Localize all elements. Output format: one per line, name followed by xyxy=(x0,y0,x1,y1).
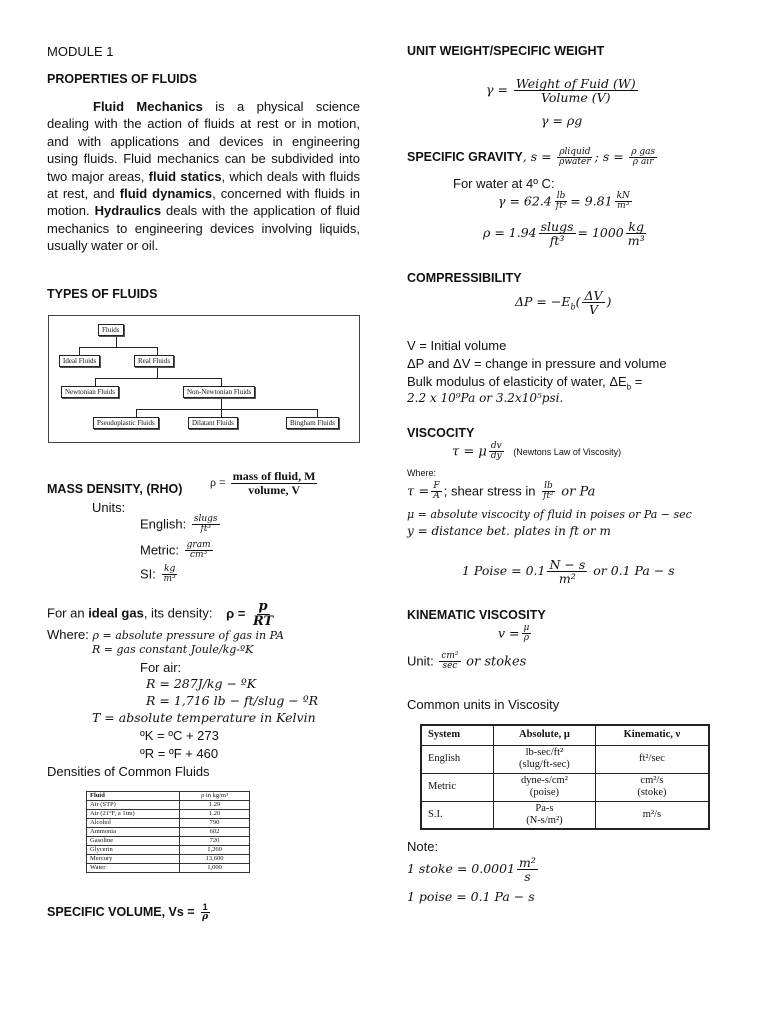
shear-unit-den: ft² xyxy=(543,491,554,502)
metric-units xyxy=(140,541,215,561)
common-units-heading: Common units in Viscosity xyxy=(407,697,560,712)
rho-value: ρ = 1.94 xyxy=(483,225,537,241)
diagram-node-dilatant-fluids: Dilatant Fluids xyxy=(188,417,238,429)
diagram-connector xyxy=(136,409,137,417)
english-unit-fraction xyxy=(192,515,220,535)
absolute-cell xyxy=(494,801,596,829)
viscosity-fraction xyxy=(489,442,504,462)
specific-gravity-heading: SPECIFIC GRAVITY xyxy=(407,150,523,165)
ideal-gas-den: RT xyxy=(252,613,274,629)
densities-table-header xyxy=(87,792,250,801)
intro-text: deals with the application of fluid mechanics to engineering devices involving liquids, usually water or oil. xyxy=(47,203,360,254)
table-row xyxy=(87,828,250,837)
unit-weight-fraction xyxy=(514,77,638,104)
water-at-4c: For water at 4º C: xyxy=(453,176,555,191)
sg-eq: , s = xyxy=(522,149,552,165)
fluid-name: Alcohol xyxy=(87,819,180,828)
absolute-unit-alt: (slug/ft-sec) xyxy=(519,759,570,770)
ideal-gas-num: p xyxy=(258,599,268,614)
english-units xyxy=(140,515,222,535)
tau-fraction xyxy=(431,482,442,502)
note-label: Note: xyxy=(407,839,439,854)
kinematic-cell xyxy=(595,801,709,829)
rho-unit-1-num: slugs xyxy=(540,219,574,234)
kinematic-den: ρ xyxy=(523,633,530,644)
fluid-density: 1,000 xyxy=(180,864,250,873)
metric-unit-fraction xyxy=(185,541,213,561)
si-unit-fraction xyxy=(162,565,178,585)
system-cell: English xyxy=(421,745,494,773)
specific-volume xyxy=(47,903,212,923)
poise-fraction xyxy=(547,558,587,585)
where-rho-text: ρ = absolute pressure of gas in PA xyxy=(92,629,284,642)
diagram-node-fluids: Fluids xyxy=(98,324,124,336)
absolute-cell xyxy=(494,745,596,773)
poise-den: m² xyxy=(558,571,576,587)
rankine-conversion: ºR = ºF + 460 xyxy=(140,746,219,761)
fluid-density: 13,600 xyxy=(180,855,250,864)
viscosity-units-table xyxy=(420,724,710,830)
poise-note: 1 poise = 0.1 Pa − s xyxy=(407,889,535,904)
absolute-cell xyxy=(494,773,596,801)
english-unit-num: slugs xyxy=(193,514,218,524)
gamma-symbol: γ = xyxy=(486,82,508,98)
ideal-gas-rho: ρ = xyxy=(226,605,246,621)
shear-stress-text: ; shear stress in xyxy=(443,483,536,499)
kinematic-num: μ xyxy=(523,623,530,633)
unit-label: Unit: xyxy=(407,653,434,669)
diagram-connector xyxy=(317,409,318,417)
si-units xyxy=(140,565,180,585)
kinematic-lhs: v = xyxy=(498,625,520,641)
diagram-node-non-newtonian-fluids: Non-Newtonian Fluids xyxy=(183,386,255,398)
mass-density-formula xyxy=(210,470,319,496)
fluid-density: 720 xyxy=(180,837,250,846)
viscosity-where: Where: xyxy=(407,468,437,478)
types-heading: TYPES OF FLUIDS xyxy=(47,287,158,301)
sg-liquid-num: ρliquid xyxy=(559,147,591,157)
diagram-node-newtonian-fluids: Newtonian Fluids xyxy=(61,386,119,398)
absolute-unit: lb-sec/ft² xyxy=(525,747,564,758)
absolute-unit: Pa-s xyxy=(535,802,554,814)
fluid-density: 1,260 xyxy=(180,846,250,855)
kinematic-unit-alt: (stoke) xyxy=(637,787,667,798)
rho-unit-2-den: m³ xyxy=(627,233,645,249)
kinematic-fraction xyxy=(522,624,532,644)
gamma-unit-1 xyxy=(554,192,569,212)
specific-volume-den: ρ xyxy=(202,912,209,923)
types-of-fluids-diagram xyxy=(48,315,360,443)
english-unit-den: ft³ xyxy=(200,524,211,535)
tau-num: F xyxy=(433,481,440,491)
mass-density-fraction xyxy=(231,470,318,496)
header-kinematic: Kinematic, ν xyxy=(595,725,709,745)
diagram-connector xyxy=(136,409,318,410)
specific-volume-fraction xyxy=(200,903,210,923)
stoke-lhs: 1 stoke = 0.0001 xyxy=(407,861,516,877)
kinematic-heading: KINEMATIC VISCOSITY xyxy=(407,608,546,622)
fluid-density: 1.20 xyxy=(180,810,250,819)
temperature-line: T = absolute temperature in Kelvin xyxy=(92,710,316,725)
bulk-modulus-eq: = xyxy=(631,374,643,389)
rho-symbol: ρ = xyxy=(210,474,226,489)
table-row xyxy=(87,801,250,810)
table-row xyxy=(87,819,250,828)
kinematic-cell xyxy=(595,773,709,801)
unit-weight-num: Weight of Fuid (W) xyxy=(515,76,636,91)
diagram-connector xyxy=(79,347,80,355)
sg-gas-num: ρ gas xyxy=(631,147,656,157)
absolute-unit: dyne-s/cm² xyxy=(520,775,568,786)
compressibility-lhs: ΔP = −E xyxy=(515,294,571,310)
table-row xyxy=(87,837,250,846)
kinematic-unit-value: m²/s xyxy=(642,808,662,820)
where-label: Where: xyxy=(47,627,89,642)
kinematic-cell xyxy=(595,745,709,773)
kinematic-unit-num: cm² xyxy=(441,651,459,661)
gamma-unit-2-num: kN xyxy=(616,191,630,201)
shear-unit-fraction xyxy=(541,482,556,502)
kinematic-formula xyxy=(498,624,533,644)
gamma-unit-2-den: m³ xyxy=(617,201,630,212)
unit-weight-den: Volume (V) xyxy=(541,90,611,106)
compressibility-heading: COMPRESSIBILITY xyxy=(407,271,522,285)
compressibility-sub: b xyxy=(570,302,576,312)
metric-unit-den: cm³ xyxy=(190,550,208,561)
stoke-den: s xyxy=(524,869,531,885)
sg-liquid-fraction xyxy=(557,148,593,168)
intro-text: , concerned with fluids in motion. xyxy=(47,186,360,219)
mass-density-heading: MASS DENSITY, (RHO) xyxy=(47,482,183,496)
bulk-modulus-line xyxy=(407,374,722,392)
change-line: ΔP and ΔV = change in pressure and volume xyxy=(407,356,667,371)
bulk-modulus-sub: b xyxy=(626,382,632,392)
gamma-value-2: = 9.81 xyxy=(570,193,613,209)
gamma-unit-1-den: ft³ xyxy=(555,201,567,212)
densities-col-rho: ρ in kg/m³ xyxy=(180,792,250,801)
shear-unit-alt: or Pa xyxy=(561,484,596,500)
poise-alt: or 0.1 Pa − s xyxy=(593,563,675,579)
english-label: English: xyxy=(140,516,187,532)
stoke-definition xyxy=(407,856,540,883)
si-label: SI: xyxy=(140,566,156,582)
diagram-connector xyxy=(95,378,222,379)
initial-volume-line: V = Initial volume xyxy=(407,338,507,353)
water-density xyxy=(483,220,649,247)
viscosity-heading: VISCOCITY xyxy=(407,426,475,440)
intro-text: is a physical science dealing with the action of fluids at rest or in motion, and with applications and devices in engineering using fluids. Fluid mechanics can be subdivided into two major areas, xyxy=(47,99,360,184)
system-cell: S.I. xyxy=(421,801,494,829)
absolute-unit-alt: (N-s/m²) xyxy=(526,814,563,826)
viscosity-table-header xyxy=(421,725,709,745)
absolute-unit-alt: (poise) xyxy=(529,787,559,798)
for-air-label: For air: xyxy=(140,660,182,675)
ideal-gas-fraction xyxy=(251,600,275,628)
diagram-connector xyxy=(221,378,222,386)
bulk-modulus-text: Bulk modulus of elasticity of water, ΔE xyxy=(407,374,627,389)
table-row xyxy=(87,864,250,873)
intro-text: , which deals with fluids at rest, and xyxy=(47,168,360,202)
properties-heading: PROPERTIES OF FLUIDS xyxy=(47,72,198,86)
ideal-gas-where xyxy=(47,627,284,642)
sg-gas-fraction xyxy=(629,148,657,168)
rho-unit-2-num: kg xyxy=(628,219,644,234)
air-r-english: R = 1,716 lb − ft/slug − ºR xyxy=(146,693,319,708)
fluid-density: 602 xyxy=(180,828,250,837)
kelvin-conversion: ºK = ºC + 273 xyxy=(140,728,219,743)
fluid-name: Glycerin xyxy=(87,846,180,855)
fluid-density: 1.29 xyxy=(180,801,250,810)
compressibility-fraction xyxy=(582,289,604,316)
header-absolute: Absolute, μ xyxy=(494,725,596,745)
rho-unit-1-den: ft³ xyxy=(549,233,565,249)
metric-label: Metric: xyxy=(140,542,179,558)
gamma-unit-2 xyxy=(615,192,632,212)
ideal-gas-text: , its density: xyxy=(143,605,213,621)
fluid-name: Water xyxy=(87,864,180,873)
module-label: MODULE 1 xyxy=(47,44,114,59)
fluid-name: Air (21°F, a 1tm) xyxy=(87,810,180,819)
diagram-connector xyxy=(157,347,158,355)
viscosity-num: dv xyxy=(490,441,502,451)
kinematic-unit-value: ft²/sec xyxy=(638,753,665,764)
newtons-law xyxy=(452,442,621,462)
air-r-si: R = 287J/kg − ºK xyxy=(146,676,257,691)
table-row xyxy=(87,846,250,855)
sg-liquid-den: ρwater xyxy=(559,157,591,168)
bulk-modulus-value: 2.2 x 10⁹Pa or 3.2x10⁵psi. xyxy=(407,391,564,405)
kinematic-unit-fraction xyxy=(439,652,460,672)
gas-constant-line: R = gas constant Joule/kg-ºK xyxy=(92,643,254,656)
table-row xyxy=(421,773,709,801)
diagram-node-ideal-fluids: Ideal Fluids xyxy=(59,355,100,367)
table-row xyxy=(87,810,250,819)
rho-unit-2 xyxy=(626,220,647,247)
compressibility-num: ΔV xyxy=(584,288,603,303)
rho-value-2: = 1000 xyxy=(577,225,624,241)
densities-heading: Densities of Common Fluids xyxy=(47,764,210,779)
ideal-gas-term: ideal gas xyxy=(88,605,144,621)
mass-density-denominator: volume, V xyxy=(248,482,300,497)
header-system: System xyxy=(421,725,494,745)
diagram-connector xyxy=(221,409,222,417)
viscosity-den: dy xyxy=(490,451,502,462)
diagram-connector xyxy=(79,347,158,348)
table-row xyxy=(421,801,709,829)
gamma-unit-1-num: lb xyxy=(556,191,566,201)
gamma-rho-g: γ = ρg xyxy=(541,113,583,128)
newtons-law-label: (Newtons Law of Viscosity) xyxy=(513,447,622,458)
si-unit-num: kg xyxy=(164,564,176,574)
intro-term-fluid-dynamics: fluid dynamics xyxy=(119,186,213,202)
densities-table xyxy=(86,791,250,873)
compressibility-formula: $\Delta P = -E_b$( $\frac{\Delta V}{V}$ ) xyxy=(515,288,612,318)
diagram-connector xyxy=(95,378,96,386)
stoke-fraction xyxy=(517,856,538,883)
absolute-viscosity-line: μ = absolute viscocity of fluid in poises or Pa − sec xyxy=(407,508,692,521)
intro-term-hydraulics: Hydraulics xyxy=(94,203,162,219)
table-row xyxy=(87,855,250,864)
fluid-name: Gasoline xyxy=(87,837,180,846)
diagram-node-real-fluids: Real Fluids xyxy=(134,355,174,367)
fluid-name: Air (STP) xyxy=(87,801,180,810)
ideal-gas-text: For an xyxy=(47,605,89,621)
kinematic-unit-den: sec xyxy=(442,661,458,672)
system-cell: Metric xyxy=(421,773,494,801)
poise-lhs: 1 Poise = 0.1 xyxy=(462,563,546,579)
rho-unit-1 xyxy=(539,220,576,247)
specific-volume-num: 1 xyxy=(202,902,208,912)
ideal-gas-line xyxy=(47,600,277,628)
intro-term-fluid-mechanics: Fluid Mechanics xyxy=(93,99,203,114)
kinematic-unit xyxy=(407,652,526,672)
fluid-name: Mercury xyxy=(87,855,180,864)
viscosity-lhs: τ = μ xyxy=(452,444,487,460)
intro-term-fluid-statics: fluid statics xyxy=(148,168,222,184)
fluid-name: Ammonia xyxy=(87,828,180,837)
shear-unit-num: lb xyxy=(544,481,553,491)
si-unit-den: m³ xyxy=(163,574,176,585)
diagram-node-pseudoplastic-fluids: Pseudoplastic Fluids xyxy=(93,417,159,429)
fluid-density: 790 xyxy=(180,819,250,828)
sg-gas-den: ρ air xyxy=(632,157,654,168)
kinematic-unit-value: cm²/s xyxy=(640,775,664,786)
densities-col-fluid: Fluid xyxy=(87,792,180,801)
intro-paragraph xyxy=(47,98,360,255)
distance-line: y = distance bet. plates in ft or m xyxy=(407,524,611,538)
kinematic-unit-alt: or stokes xyxy=(466,654,527,670)
shear-stress-line xyxy=(407,482,595,502)
gamma-value: γ = 62.4 xyxy=(498,193,552,209)
poise-num: N − s xyxy=(549,557,586,572)
compressibility-den: V xyxy=(589,302,599,318)
poise-definition xyxy=(462,558,675,585)
mass-density-numerator: mass of fluid, M xyxy=(232,469,316,483)
metric-unit-num: gram xyxy=(186,540,211,550)
stoke-num: m² xyxy=(519,855,536,870)
diagram-node-bingham-fluids: Bingham Fluids xyxy=(286,417,339,429)
unit-weight-heading: UNIT WEIGHT/SPECIFIC WEIGHT xyxy=(407,44,605,58)
tau-lhs: τ = xyxy=(407,484,430,500)
tau-den: A xyxy=(433,491,440,502)
table-row xyxy=(421,745,709,773)
water-unit-weight xyxy=(498,192,634,212)
sg-eq: ; s = xyxy=(594,149,624,165)
specific-volume-heading: SPECIFIC VOLUME, Vs = xyxy=(47,905,195,920)
unit-weight-formula xyxy=(486,77,640,104)
specific-gravity-line xyxy=(407,148,659,168)
units-label: Units: xyxy=(92,500,126,515)
